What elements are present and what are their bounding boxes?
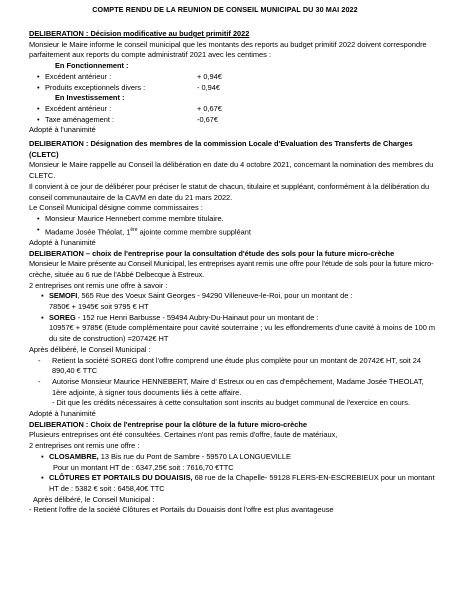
section-heading: DELIBERATION – choix de l'entreprise pour la consultation d'étude des sols pour la future micro-crèche [29, 248, 395, 258]
decision-item: - Dit que les crédits nécessaires à cette consultation sont inscrits au budget communal de l'exercice en cours. [52, 398, 410, 408]
list-item [29, 104, 437, 115]
decision-item: - Retient la société SOREG dont l'offre comprend une étude plus complète pour un montant de 20742€ HT, soit 24 890,40 € TTC [38, 355, 421, 376]
amount-value: -0,67€ [197, 114, 218, 124]
list-item [29, 313, 437, 345]
list-item [29, 452, 437, 473]
adoption-note: Adopté à l'unanimité [29, 409, 96, 419]
bullet-dot-icon: • [37, 213, 40, 223]
decision-item: - Retient l'offre de la société Clôtures et Portails du Douaisis dont l'offre est plus avantageuse [29, 505, 334, 515]
amount-value: - 0,94€ [197, 82, 221, 92]
section-heading: DELIBERATION : Désignation des membres de la commission Locale d'Evaluation des Transferts de Charges (CLETC) [29, 139, 413, 159]
amount-value: + 0,94€ [197, 71, 222, 81]
company-offer: CLOSAMBRE, 13 Bis rue du Pont de Sambre - 59570 LA LONGUEVILLE Pour un montant HT de : 6347,25€ soit : 7616,70 €TTC [49, 451, 291, 472]
list-item [29, 214, 437, 225]
square-bullet-icon: ▪ [41, 291, 44, 301]
paragraph: Il convient à ce jour de délibérer pour préciser le statut de chacun, titulaire et suppléant, conformément à la délibération du conseil communautaire de la CAVM en date du 21 mars 2022. [29, 181, 430, 202]
amount-label: Excédent antérieur : [45, 71, 112, 81]
section-heading: DELIBERATION : Choix de l'entreprise pour la clôture de la future micro-crèche [29, 419, 307, 429]
list-item [29, 291, 437, 312]
decision-item: - Autorise Monsieur Maurice HENNEBERT, Maire d' Estreux ou en cas d'empêchement, Madame Josée THEOLAT, 1ère adjointe, à signer tous documents liés à cette affaire. [38, 376, 424, 397]
member-suppleant: Madame Josée Théolat, 1ère ajointe comme membre suppléant [45, 226, 251, 237]
paragraph: Monsieur le Maire rappelle au Conseil la délibération en date du 4 octobre 2021, concernant la nomination des membres du CLETC. [29, 160, 434, 181]
square-bullet-icon: ▪ [41, 473, 44, 483]
paragraph: 2 entreprises ont remis une offre : [29, 441, 140, 451]
company-offer: SOREG - 152 rue Henri Barbusse - 59494 Aubry-Du-Hainaut pour un montant de : 10957€ + 9785€ (Etude complémentaire pour cavité souterraine ; vu les effondrements d'une cavité à moins de 100 m du site de construction) =20742€ HT [49, 312, 436, 344]
company-offer: CLÔTURES ET PORTAILS DU DOUAISIS, 68 rue de la Chapelle- 59128 FLERS-EN-ESCREBIEUX pour un montant HT de : 5382 € soit : 6458,40€ TTC [49, 473, 435, 493]
paragraph: 2 entreprises ont remis une offre à savoir : [29, 280, 168, 290]
paragraph: Plusieurs entreprises ont été consultées. Certaines n'ont pas remis d'offre, faute de matériaux, [29, 430, 338, 440]
document-body [29, 29, 437, 516]
bullet-dot-icon: • [37, 224, 40, 234]
paragraph: Après délibéré, le Conseil Municipal : [33, 494, 155, 504]
paragraph: Le Conseil Municipal désigne comme commissaires : [29, 203, 203, 213]
page-title: COMPTE RENDU DE LA REUNION DE CONSEIL MUNICIPAL DU 30 MAI 2022 [92, 5, 358, 14]
paragraph: Monsieur le Maire informe le conseil municipal que les montants des reports au budget primitif 2022 doivent correspondre parfaitement aux reports du compte administratif 2021 avec les centimes : [29, 39, 427, 60]
paragraph: Après délibéré, le Conseil Municipal : [29, 344, 151, 354]
amount-label: Excédent antérieur : [45, 103, 112, 113]
bullet-dot-icon: • [37, 114, 40, 124]
adoption-note: Adopté à l'unanimité [29, 237, 96, 247]
list-item [29, 72, 437, 83]
amount-label: Taxe aménagement : [45, 114, 115, 124]
list-item [29, 473, 437, 494]
amount-value: + 0,67€ [197, 103, 222, 113]
square-bullet-icon: ▪ [41, 451, 44, 461]
company-offer: SEMOFI, 565 Rue des Voeux Saint Georges - 94290 Villeneuve-le-Roi, pour un montant de : 7850€ + 1945€ soit 9795 € HT [49, 291, 353, 312]
list-item [29, 225, 437, 238]
list-item [29, 83, 437, 94]
bullet-dot-icon: • [37, 71, 40, 81]
list-item [29, 115, 437, 126]
adoption-note: Adopté à l'unanimité [29, 125, 96, 135]
member-titulaire: Monsieur Maurice Hennebert comme membre titulaire. [45, 213, 224, 223]
bullet-dot-icon: • [37, 103, 40, 113]
bullet-dot-icon: • [37, 82, 40, 92]
subheading-investissement: En Investissement : [55, 93, 125, 103]
section-heading: DELIBERATION : Décision modificative au budget primitif 2022 [29, 29, 250, 38]
subheading-fonctionnement: En Fonctionnement : [55, 61, 129, 71]
square-bullet-icon: ▪ [41, 312, 44, 322]
amount-label: Produits exceptionnels divers : [45, 82, 146, 92]
paragraph: Monsieur le Maire présente au Conseil Municipal, les entreprises ayant remis une offre pour l'étude de sols pour la future micro-crèche, située au 6 rue de l'Abbé Delbecque à Estreux. [29, 259, 434, 279]
